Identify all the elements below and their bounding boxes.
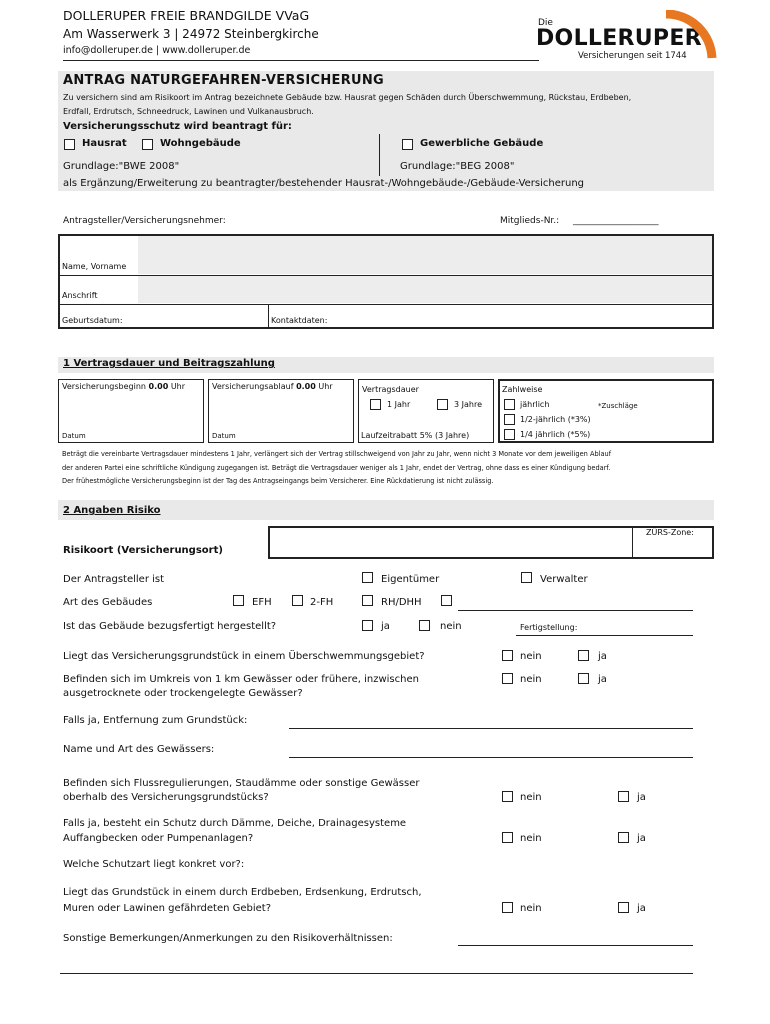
begin-date-label: Datum xyxy=(62,432,86,440)
gewerbe-checkbox[interactable] xyxy=(402,139,413,150)
manager-checkbox[interactable] xyxy=(521,572,532,583)
river-question-1: Befinden sich Flussregulierungen, Staudämme oder sonstige Gewässer xyxy=(63,778,420,789)
river-no-label: nein xyxy=(520,792,542,803)
zfh-checkbox[interactable] xyxy=(292,595,303,606)
section1-title: 1 Vertragsdauer und Beitragszahlung xyxy=(63,358,275,369)
protect-yes-label: ja xyxy=(637,833,646,844)
name-label: Name, Vorname xyxy=(62,262,127,271)
hausrat-checkbox[interactable] xyxy=(64,139,75,150)
contract-note-1: Beträgt die vereinbarte Vertragsdauer mindestens 1 Jahr, verlängert sich der Vertrag stillschweigend von Jahr zu Jahr, wenn nicht 3 Monate vor dem jeweiligen Ablauf xyxy=(62,450,612,458)
ready-yes-label: ja xyxy=(381,621,390,632)
applicant-label: Antragsteller/Versicherungsnehmer: xyxy=(63,216,226,226)
discount-label: Laufzeitrabatt 5% (3 Jahre) xyxy=(361,431,470,440)
surcharge-note: *Zuschläge xyxy=(598,402,638,410)
ready-question: Ist das Gebäude bezugsfertigt hergestellt? xyxy=(63,621,277,632)
duration-1year-label: 1 Jahr xyxy=(387,400,411,409)
intro-line-1: Zu versichern sind am Risikoort im Antrag bezeichnete Gebäude bzw. Hausrat gegen Schäden durch Überschwemmung, Rückstau, Erdbeben, xyxy=(63,93,632,102)
pay-quarter-checkbox[interactable] xyxy=(504,429,515,440)
water-yes-label: ja xyxy=(598,674,607,685)
risk-location-label: Risikoort (Versicherungsort) xyxy=(63,545,223,556)
zuers-label: ZÜRS-Zone: xyxy=(646,528,694,537)
duration-label: Vertragsdauer xyxy=(362,385,419,394)
row-divider xyxy=(60,304,712,305)
wohngebaeude-checkbox[interactable] xyxy=(142,139,153,150)
flood-yes-checkbox[interactable] xyxy=(578,650,589,661)
duration-3years-checkbox[interactable] xyxy=(437,399,448,410)
gewerbe-label: Gewerbliche Gebäude xyxy=(420,138,544,149)
company-name: DOLLERUPER FREIE BRANDGILDE VVaG xyxy=(63,8,310,23)
water-name-input[interactable] xyxy=(289,757,693,758)
protect-question-2: Auffangbecken oder Pumpenanlagen? xyxy=(63,833,254,844)
name-input[interactable] xyxy=(138,236,712,274)
protect-no-checkbox[interactable] xyxy=(502,832,513,843)
address-label: Anschrift xyxy=(62,291,98,300)
manager-label: Verwalter xyxy=(540,574,588,585)
water-question-2: ausgetrocknete oder trockengelegte Gewässer? xyxy=(63,688,303,699)
distance-label: Falls ja, Entfernung zum Grundstück: xyxy=(63,715,248,726)
building-type-label: Art des Gebäudes xyxy=(63,597,153,608)
section2-title: 2 Angaben Risiko xyxy=(63,505,161,516)
extension-note: als Ergänzung/Erweiterung zu beantragter/bestehender Hausrat-/Wohngebäude-/Gebäude-Versicherung xyxy=(63,178,585,189)
quake-yes-label: ja xyxy=(637,903,646,914)
protect-kind-label: Welche Schutzart liegt konkret vor?: xyxy=(63,859,245,870)
pay-half-label: 1/2-jährlich (*3%) xyxy=(520,415,591,424)
pay-quarter-label: 1/4 jährlich (*5%) xyxy=(520,430,591,439)
efh-label: EFH xyxy=(252,597,272,608)
quake-no-checkbox[interactable] xyxy=(502,902,513,913)
logo-arc-icon xyxy=(660,10,718,62)
contract-note-3: Der frühestmögliche Versicherungsbeginn ist der Tag des Antragseingangs beim Versicherer. Eine Rückdatierung ist nicht zulässig. xyxy=(62,477,494,485)
logo-die: Die xyxy=(538,18,553,28)
quake-question-1: Liegt das Grundstück in einem durch Erdbeben, Erdsenkung, Erdrutsch, xyxy=(63,887,422,898)
flood-no-label: nein xyxy=(520,651,542,662)
begin-label: Versicherungsbeginn 0.00 Uhr xyxy=(62,382,186,391)
coverage-divider xyxy=(379,134,380,176)
applicant-is-label: Der Antragsteller ist xyxy=(63,574,165,585)
duration-3years-label: 3 Jahre xyxy=(454,400,482,409)
logo-name: DOLLERUPER xyxy=(536,26,702,51)
address-input[interactable] xyxy=(138,276,712,303)
member-no-field[interactable]: ___________________ xyxy=(573,216,659,226)
pay-yearly-checkbox[interactable] xyxy=(504,399,515,410)
ready-no-label: nein xyxy=(440,621,462,632)
other-building-checkbox[interactable] xyxy=(441,595,452,606)
pay-half-checkbox[interactable] xyxy=(504,414,515,425)
protect-no-label: nein xyxy=(520,833,542,844)
contact-label: Kontaktdaten: xyxy=(271,316,328,325)
quake-no-label: nein xyxy=(520,903,542,914)
logo-tagline: Versicherungen seit 1744 xyxy=(578,51,687,61)
flood-yes-label: ja xyxy=(598,651,607,662)
form-title: ANTRAG NATURGEFAHREN-VERSICHERUNG xyxy=(63,73,385,88)
efh-checkbox[interactable] xyxy=(233,595,244,606)
payment-label: Zahlweise xyxy=(502,385,543,394)
remarks-input-2[interactable] xyxy=(60,973,693,974)
grundlage-left: Grundlage:"BWE 2008" xyxy=(63,161,180,172)
contract-note-2: der anderen Partei eine schriftliche Kündigung zugegangen ist. Beträgt die Vertragsdauer weniger als 1 Jahr, endet der Vertrag, ohne dass es einer Kündigung bedarf. xyxy=(62,464,611,472)
company-contact: info@dolleruper.de | www.dolleruper.de xyxy=(63,45,251,56)
completion-input[interactable] xyxy=(516,635,693,636)
flood-no-checkbox[interactable] xyxy=(502,650,513,661)
remarks-label: Sonstige Bemerkungen/Anmerkungen zu den Risikoverhältnissen: xyxy=(63,933,393,944)
wohngebaeude-label: Wohngebäude xyxy=(160,138,241,149)
owner-label: Eigentümer xyxy=(381,574,440,585)
grundlage-right: Grundlage:"BEG 2008" xyxy=(400,161,515,172)
completion-label: Fertigstellung: xyxy=(520,623,578,632)
hausrat-label: Hausrat xyxy=(82,138,127,149)
zfh-label: 2-FH xyxy=(310,597,334,608)
birthdate-label: Geburtsdatum: xyxy=(62,316,123,325)
header-divider xyxy=(63,60,539,61)
river-yes-checkbox[interactable] xyxy=(618,791,629,802)
intro-line-2: Erdfall, Erdrutsch, Schneedruck, Lawinen und Vulkanausbruch. xyxy=(63,107,314,116)
quake-question-2: Muren oder Lawinen gefährdeten Gebiet? xyxy=(63,903,272,914)
river-question-2: oberhalb des Versicherungsgrundstücks? xyxy=(63,792,269,803)
river-no-checkbox[interactable] xyxy=(502,791,513,802)
other-building-input[interactable] xyxy=(458,610,693,611)
member-no-label: Mitglieds-Nr.: xyxy=(500,216,560,226)
coverage-heading: Versicherungsschutz wird beantragt für: xyxy=(63,121,292,132)
birth-contact-divider xyxy=(268,305,269,327)
rhdhh-checkbox[interactable] xyxy=(362,595,373,606)
ready-yes-checkbox[interactable] xyxy=(362,620,373,631)
distance-input[interactable] xyxy=(289,728,693,729)
end-label: Versicherungsablauf 0.00 Uhr xyxy=(212,382,333,391)
ready-no-checkbox[interactable] xyxy=(419,620,430,631)
end-date-label: Datum xyxy=(212,432,236,440)
water-yes-checkbox[interactable] xyxy=(578,673,589,684)
pay-yearly-label: jährlich xyxy=(520,400,550,409)
water-question-1: Befinden sich im Umkreis von 1 km Gewässer oder frühere, inzwischen xyxy=(63,674,419,685)
river-yes-label: ja xyxy=(637,792,646,803)
quake-yes-checkbox[interactable] xyxy=(618,902,629,913)
remarks-input-1[interactable] xyxy=(458,945,693,946)
duration-1year-checkbox[interactable] xyxy=(370,399,381,410)
protect-question-1: Falls ja, besteht ein Schutz durch Dämme, Deiche, Drainagesysteme xyxy=(63,818,407,829)
water-no-checkbox[interactable] xyxy=(502,673,513,684)
owner-checkbox[interactable] xyxy=(362,572,373,583)
protect-yes-checkbox[interactable] xyxy=(618,832,629,843)
company-address: Am Wasserwerk 3 | 24972 Steinbergkirche xyxy=(63,27,319,41)
water-no-label: nein xyxy=(520,674,542,685)
zuers-divider xyxy=(632,528,633,557)
rhdhh-label: RH/DHH xyxy=(381,597,422,608)
water-name-label: Name und Art des Gewässers: xyxy=(63,744,215,755)
flood-question: Liegt das Versicherungsgrundstück in einem Überschwemmungsgebiet? xyxy=(63,651,425,662)
